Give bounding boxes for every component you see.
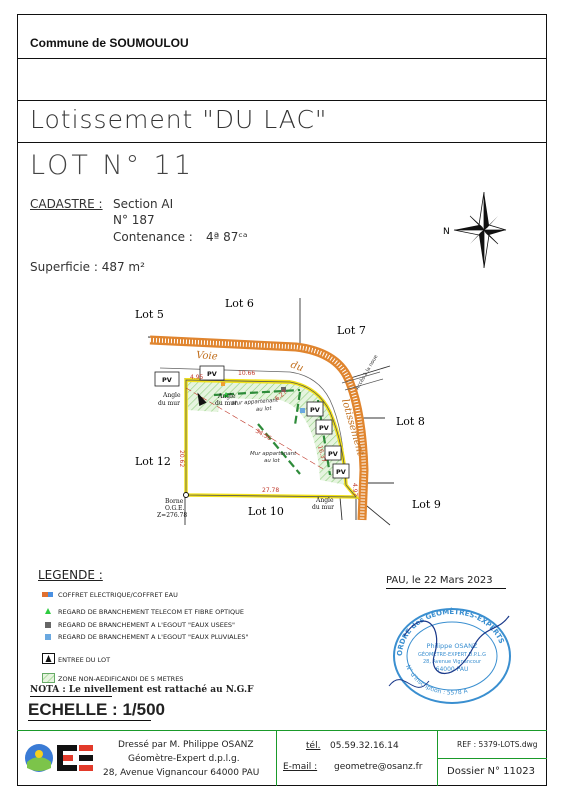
- wall-label: Mur appartenant: [250, 451, 297, 457]
- lot-number: LOT N° 11: [30, 150, 195, 181]
- stamp-name: Philippe OSANZ: [426, 642, 478, 650]
- phone-number: 05.59.32.16.14: [330, 741, 399, 751]
- footer-address: 28, Avenue Vignancour 64000 PAU: [103, 768, 260, 778]
- contenance-value: 4ª 87ᶜᵃ: [206, 230, 248, 244]
- email-label: E-mail :: [283, 762, 318, 772]
- entrance-arrow-icon: [42, 653, 56, 665]
- legend-item: REGARD DE BRANCHEMENT TELECOM ET FIBRE OPTIQUE: [58, 608, 245, 616]
- pv-label: PV: [336, 468, 346, 476]
- road-word-lotissement: lotissement: [339, 397, 366, 458]
- wastewater-manhole-icon: [42, 621, 54, 629]
- legend-item: REGARD DE BRANCHEMENT A L'EGOUT "EAUX PLUVIALES": [58, 633, 249, 641]
- document-date: PAU, le 22 Mars 2023: [386, 575, 493, 586]
- phone-label: tél.: [306, 741, 321, 751]
- file-reference: REF : 5379-LOTS.dwg: [457, 740, 538, 749]
- north-label: N: [443, 227, 450, 237]
- dim-label: 34.56: [254, 427, 273, 443]
- angle-mur-label: Angle: [316, 497, 334, 504]
- neighbor-lot-10: Lot 10: [248, 505, 284, 518]
- footer-title: Géomètre-Expert d.p.l.g.: [128, 754, 240, 764]
- pv-label: PV: [328, 450, 338, 458]
- neighbor-lot-8: Lot 8: [396, 415, 425, 428]
- legend-item: REGARD DE BRANCHEMENT A L'EGOUT "EAUX USEES": [58, 621, 236, 629]
- stamp-inscription: N° d'inscription : 5578 A: [404, 664, 469, 697]
- dim-label: 6.27: [273, 388, 289, 403]
- page-title: Lotissement "DU LAC": [30, 105, 328, 134]
- dim-label: 16.37: [316, 444, 328, 464]
- neighbor-lot-5: Lot 5: [135, 308, 164, 321]
- angle-mur-label: du mur: [158, 400, 181, 407]
- legend-item: ENTREE DU LOT: [58, 656, 111, 664]
- pv-label: PV: [319, 424, 329, 432]
- dossier-number: Dossier N° 11023: [447, 766, 535, 777]
- borne-label: O.G.E.: [165, 505, 185, 512]
- dim-label: 10.66: [238, 370, 256, 377]
- electric-box-icon: [42, 591, 54, 599]
- pv-label: PV: [310, 406, 320, 414]
- cadastre-label: CADASTRE :: [30, 197, 103, 211]
- footer-author: Dressé par M. Philippe OSANZ: [118, 740, 254, 750]
- legend-item: COFFRET ELECTRIQUE/COFFRET EAU: [58, 591, 178, 599]
- oge-logo: [24, 740, 96, 776]
- pv-label: PV: [162, 376, 172, 384]
- contenance-label: Contenance :: [113, 230, 193, 244]
- angle-mur-label: du mur: [312, 504, 335, 511]
- dim-label: 20.62: [178, 450, 185, 468]
- neighbor-lot-12: Lot 12: [135, 455, 171, 468]
- road-word-voie: Voie: [195, 350, 218, 363]
- hatch-zone-icon: [42, 673, 56, 684]
- wall-label: au lot: [255, 405, 272, 413]
- neighbor-lot-9: Lot 9: [412, 498, 441, 511]
- wall-label: Mur appartenant: [231, 397, 279, 407]
- borne-label: Z=276.78: [157, 512, 188, 519]
- legend-item: ZONE NON-AEDIFICANDI DE 5 METRES: [58, 675, 184, 683]
- scale: ECHELLE : 1/500: [28, 700, 165, 719]
- dim-label: 4.95: [190, 374, 204, 381]
- stamp-address: 28, Avenue Vignancour: [422, 659, 482, 665]
- stamp-arc-top: ORDRE des GÉOMÈTRES-EXPERTS: [395, 607, 506, 657]
- stamp-city: 64000 PAU: [435, 666, 469, 673]
- neighbor-lot-6: Lot 6: [225, 297, 254, 310]
- wall-label: au lot: [264, 458, 280, 464]
- commune-name: Commune de SOUMOULOU: [30, 36, 189, 50]
- dim-label: 4.97: [351, 483, 358, 497]
- telecom-manhole-icon: [42, 607, 54, 615]
- cadastre-numero: N° 187: [113, 213, 155, 227]
- email-address[interactable]: geometre@osanz.fr: [334, 762, 423, 772]
- neighbor-lot-7: Lot 7: [337, 324, 366, 337]
- pv-label: PV: [207, 370, 217, 378]
- footer-divider: [276, 730, 277, 786]
- legend-title: LEGENDE :: [38, 568, 103, 582]
- road-word-du: du: [288, 359, 305, 375]
- stormwater-manhole-icon: [42, 633, 54, 641]
- access-label: Accès à la noue: [354, 353, 380, 391]
- angle-mur-label: du mur: [215, 400, 238, 407]
- leveling-note: NOTA : Le nivellement est rattaché au N.G.F: [30, 685, 254, 695]
- stamp-role: GÉOMÈTRE-EXPERT D.P.L.G: [418, 652, 486, 658]
- angle-mur-label: Angle: [163, 392, 181, 399]
- surveyor-stamp: [384, 596, 520, 706]
- borne-label: Borne: [165, 498, 184, 505]
- superficie: Superficie : 487 m²: [30, 260, 145, 274]
- cadastre-section: Section AI: [113, 197, 174, 211]
- dim-label: 27.78: [262, 487, 280, 494]
- angle-mur-label: Angle: [218, 393, 236, 400]
